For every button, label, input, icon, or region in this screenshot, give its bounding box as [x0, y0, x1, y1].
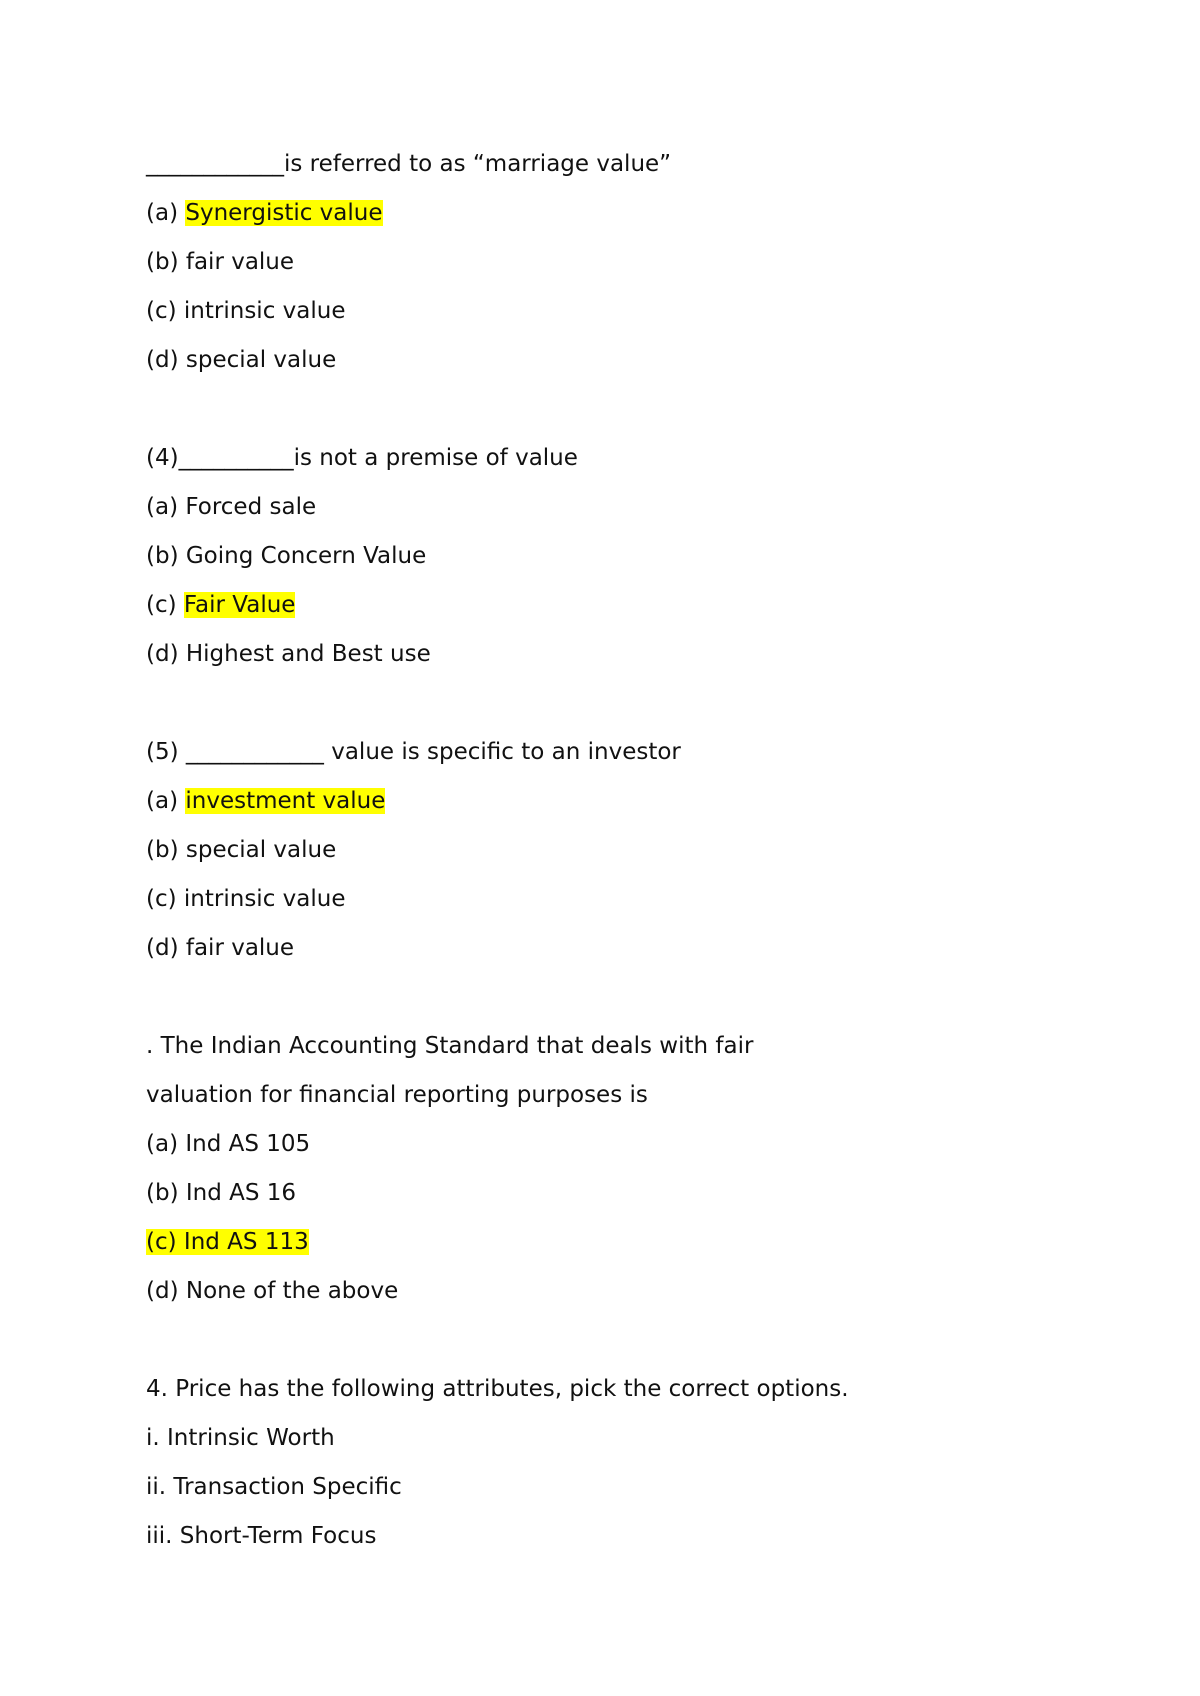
question-text: is not a premise of value [293, 445, 578, 471]
option-text-highlighted: investment value [185, 788, 386, 814]
answer-blank: __________ [178, 445, 294, 471]
option-text: Forced sale [185, 494, 317, 520]
option-text: fair value [185, 249, 295, 275]
option-c [146, 1218, 1106, 1267]
option-d [146, 630, 1106, 679]
option-label: (a) [146, 1131, 179, 1157]
option-a [146, 777, 1106, 826]
option-text: Ind AS 105 [185, 1131, 311, 1157]
spacer [146, 1316, 1106, 1365]
option-label: (a) [146, 200, 179, 226]
option-label: (c) [146, 886, 177, 912]
option-text: None of the above [185, 1278, 399, 1304]
question-number: (5) [146, 739, 179, 765]
option-text: Ind AS 16 [185, 1180, 297, 1206]
question-2 [146, 434, 1106, 483]
question-number: (4) [146, 445, 179, 471]
answer-blank: ____________ [146, 151, 284, 177]
option-c [146, 287, 1106, 336]
question-1 [146, 140, 1106, 189]
option-text: fair value [185, 935, 295, 961]
option-label: (a) [146, 494, 179, 520]
option-label: (b) [146, 837, 179, 863]
spacer [146, 679, 1106, 728]
option-label: (a) [146, 788, 179, 814]
option-label: (d) [146, 935, 179, 961]
option-c [146, 581, 1106, 630]
option-a [146, 483, 1106, 532]
option-label: (c) [146, 298, 177, 324]
option-d [146, 924, 1106, 973]
option-label: (c) [146, 1229, 177, 1255]
attribute-item: iii. Short-Term Focus [146, 1523, 377, 1549]
option-d [146, 336, 1106, 385]
option-b [146, 532, 1106, 581]
option-text: Ind AS 113 [183, 1229, 309, 1255]
option-label: (b) [146, 1180, 179, 1206]
attribute-item: ii. Transaction Specific [146, 1474, 402, 1500]
option-label: (c) [146, 592, 177, 618]
option-text-highlighted: Fair Value [183, 592, 296, 618]
option-text: special value [185, 347, 337, 373]
option-b [146, 826, 1106, 875]
option-highlighted [146, 1229, 309, 1255]
option-text-highlighted: Synergistic value [185, 200, 383, 226]
option-text: intrinsic value [183, 886, 346, 912]
option-text: special value [185, 837, 337, 863]
question-text: is referred to as “marriage value” [284, 151, 672, 177]
option-text: intrinsic value [183, 298, 346, 324]
option-b [146, 238, 1106, 287]
option-c [146, 875, 1106, 924]
answer-blank: ____________ [185, 739, 324, 765]
question-3 [146, 728, 1106, 777]
option-a [146, 1120, 1106, 1169]
option-text: Going Concern Value [185, 543, 427, 569]
spacer [146, 973, 1106, 1022]
spacer [146, 385, 1106, 434]
question-4-line-1: . The Indian Accounting Standard that deals with fair [146, 1033, 754, 1059]
option-label: (d) [146, 347, 179, 373]
option-label: (d) [146, 641, 179, 667]
option-a [146, 189, 1106, 238]
document-content [146, 140, 1106, 1561]
option-text: Highest and Best use [185, 641, 431, 667]
question-4-line-2: valuation for financial reporting purposes is [146, 1082, 648, 1108]
option-label: (b) [146, 249, 179, 275]
attribute-item: i. Intrinsic Worth [146, 1425, 335, 1451]
option-b [146, 1169, 1106, 1218]
option-label: (b) [146, 543, 179, 569]
question-5: 4. Price has the following attributes, pick the correct options. [146, 1376, 849, 1402]
question-text: value is specific to an investor [331, 739, 681, 765]
option-label: (d) [146, 1278, 179, 1304]
option-d [146, 1267, 1106, 1316]
